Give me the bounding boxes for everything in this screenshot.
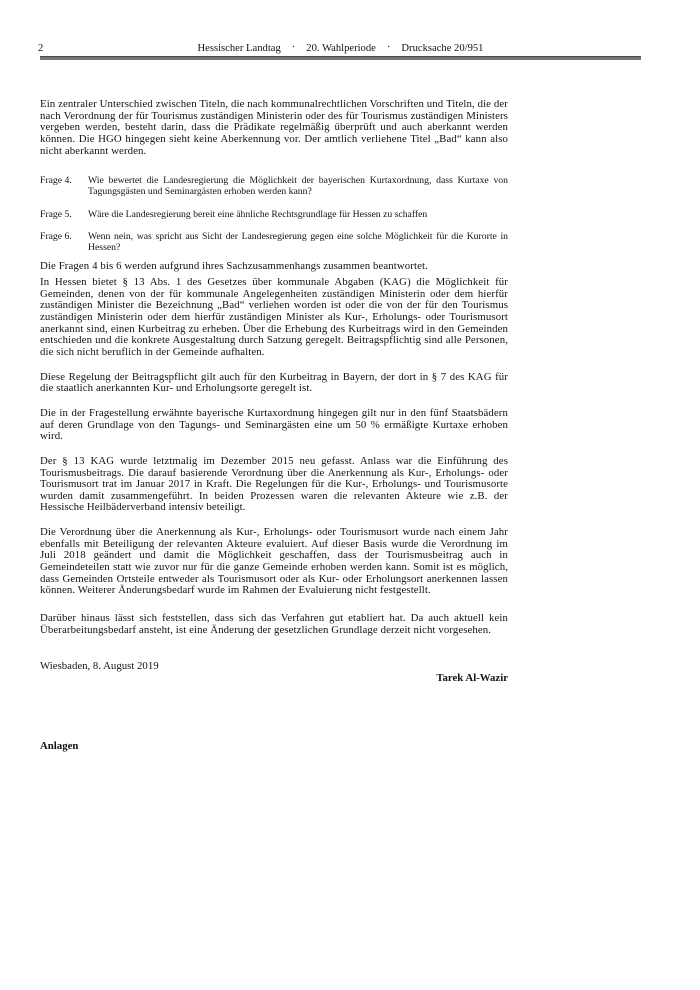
question-label: Frage 5. — [40, 208, 72, 220]
header-separator-dot: · — [291, 42, 296, 53]
page-number: 2 — [38, 43, 44, 54]
answer-paragraph: Die Verordnung über die Anerkennung als Kur-, Erholungs- oder Tourismusort wurde nach einem Jahr ebenfalls mit Beteiligung der relevanten Akteure evaluiert. Auf dieser Basis wurde die Verordnung im Juli 2018 geändert und damit die Möglichkeit geschaffen, dass der Tourismusbeitrag auch in Gemeindeteilen statt wie zuvor nur für die ganze Gemeinde erhoben werden kann. Somit ist es möglich, dass Gemeinden Ortsteile entweder als Tourismusort oder als Kur- oder Erholungsort anerkennen lassen können. Weiterer Änderungsbedarf wurde im Rahmen der Evaluierung nicht festgestellt. — [40, 526, 508, 597]
questions-block — [40, 176, 508, 254]
attachments-label: Anlagen — [40, 739, 79, 752]
signature-name: Tarek Al-Wazir — [436, 672, 508, 685]
question-item — [40, 176, 508, 198]
answers-block — [40, 261, 508, 637]
question-text: Wenn nein, was spricht aus Sicht der Landesregierung gegen eine solche Möglichkeit für die Kurorte in Hessen? — [88, 231, 508, 253]
document-body — [40, 99, 508, 752]
closing-block — [40, 661, 508, 684]
header-institution: Hessischer Landtag — [197, 43, 281, 54]
header-document-number: Drucksache 20/951 — [401, 43, 484, 54]
answer-paragraph: Darüber hinaus lässt sich feststellen, dass sich das Verfahren gut etabliert hat. Da auch aktuell kein Überarbeitungsbedarf ansteht, ist eine Änderung der gesetzlichen Grundlage derzeit nicht vorgesehen. — [40, 612, 508, 636]
intro-paragraph: Ein zentraler Unterschied zwischen Titeln, die nach kommunalrechtlichen Vorschriften und Titeln, die der nach Verordnung der für Tourismus zuständigen Ministerin oder des für Tourismus zuständigen Ministers vergeben werden, besteht darin, dass die Prädikate regelmäßig überprüft und auch aberkannt werden können. Die HGO hingegen sieht keine Aberkennung vor. Der amtlich verliehene Titel „Bad“ kann also nicht aberkannt werden. — [40, 98, 508, 157]
answer-paragraph: In Hessen bietet § 13 Abs. 1 des Gesetzes über kommunale Abgaben (KAG) die Möglichkeit für Gemeinden, denen von der für kommunale Angelegenheiten zuständigen Ministerin oder dem hierfür zuständigen Minister die Bezeichnung „Bad“ verliehen worden ist oder die von der für den Tourismus zuständigen Ministerin oder dem hierfür zuständigen Minister als Kur-, Erholungs- oder Tourismusort anerkannt sind, einen Kurbeitrag zu erheben. Über die Erhebung des Kurbeitrags wird in den Gemeinden entschieden und die konkrete Ausgestaltung durch Satzung geregelt. Beitragspflichtig sind alle Personen, die sich nicht beruflich in der Gemeinde aufhalten. — [40, 275, 508, 358]
question-label: Frage 4. — [40, 175, 72, 187]
question-item — [40, 210, 508, 221]
question-item — [40, 232, 508, 254]
running-header-title — [40, 42, 641, 55]
question-text: Wäre die Landesregierung bereit eine ähnliche Rechtsgrundlage für Hessen zu schaffen — [88, 208, 428, 220]
question-text: Wie bewertet die Landesregierung die Möglichkeit der bayerischen Kurtaxordnung, dass Kurtaxe von Tagungsgästen und Seminargästen erhoben werden kann? — [88, 175, 508, 198]
answer-paragraph: Der § 13 KAG wurde letztmalig im Dezember 2015 neu gefasst. Anlass war die Einführung des Tourismusbeitrags. Die darauf basierende Verordnung über die Anerkennung als Kur-, Erholungs- oder Tourismusort trat im Januar 2017 in Kraft. Die Regelungen für die Kur-, Erholungs- und Tourismusorte wurden damit zusammengeführt. In beiden Prozessen waren die relevanten Akteure wie z.B. der Hessische Heilbäderverband intensiv beteiligt. — [40, 454, 508, 514]
answer-paragraph: Die Fragen 4 bis 6 werden aufgrund ihres Sachzusammenhangs zusammen beantwortet. — [40, 259, 428, 272]
answer-paragraph: Diese Regelung der Beitragspflicht gilt auch für den Kurbeitrag in Bayern, der dort in § 7 des KAG für die staatlich anerkannten Kur- und Erholungsorte geregelt ist. — [40, 370, 508, 395]
header-legislative-period: 20. Wahlperiode — [306, 43, 376, 54]
running-header — [40, 42, 641, 56]
header-separator-dot: · — [386, 42, 391, 53]
answer-paragraph: Die in der Fragestellung erwähnte bayerische Kurtaxordnung hingegen gilt nur in den fünf Staatsbädern auf deren Grundlage von den Tagungs- und Seminargästen eine um 50 % ermäßigte Kurtaxe erhoben wird. — [40, 406, 508, 443]
header-rule — [40, 56, 641, 60]
question-label: Frage 6. — [40, 231, 72, 242]
place-date: Wiesbaden, 8. August 2019 — [40, 660, 159, 673]
